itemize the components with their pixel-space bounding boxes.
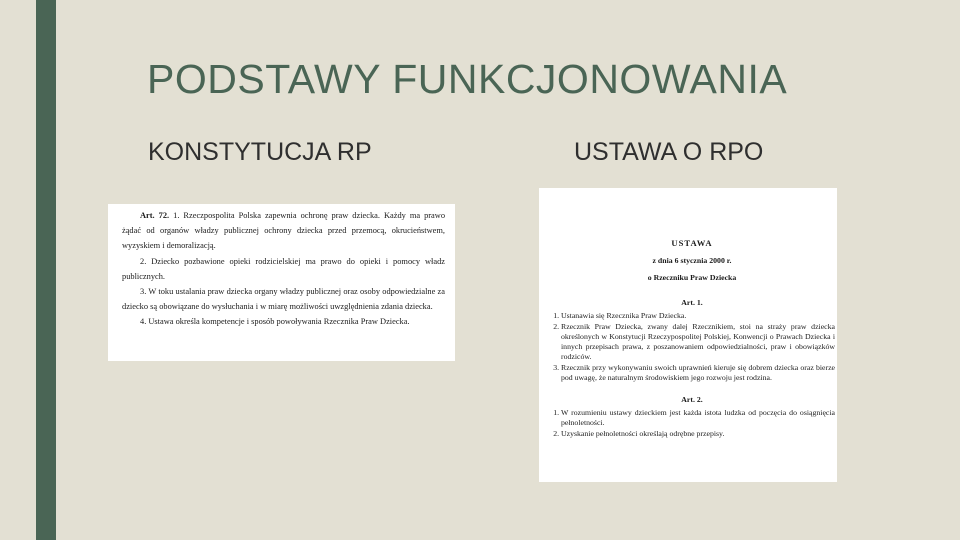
slide-title: PODSTAWY FUNKCJONOWANIA xyxy=(147,56,788,102)
constitution-paragraph-4: 4. Ustawa określa kompetencje i sposób powoływania Rzecznika Praw Dziecka. xyxy=(140,317,410,327)
article-1-label: Art. 1. xyxy=(681,298,703,307)
paragraph-text: 1. Rzeczpospolita Polska zapewnia ochronę praw dziecka. Każdy ma prawo żądać od organów władzy publicznej ochrony dziecka przed przemocą, okrucieństwem, wyzyskiem i demoralizacją. xyxy=(122,211,446,251)
constitution-paragraph-1 xyxy=(122,208,445,254)
constitution-excerpt-image xyxy=(108,204,455,361)
article-1-item: 2. Rzecznik Praw Dziecka, zwany dalej Rzecznikiem, stoi na straży praw dziecka określonych w Konstytucji Rzeczypospolitej Polskiej, Konwencji o Prawach Dziecka i innych przepisach prawa, z poszanowaniem odpowiedzialności, praw i obowiązków rodziców. xyxy=(561,322,835,362)
act-subject: o Rzeczniku Praw Dziecka xyxy=(647,273,737,282)
article-2-list xyxy=(549,408,835,439)
article-2-label: Art. 2. xyxy=(681,395,703,404)
act-heading: USTAWA O RPO xyxy=(574,138,764,166)
article-2-item: 1. W rozumieniu ustawy dzieckiem jest każda istota ludzka od poczęcia do osiągnięcia pełnoletności. xyxy=(561,408,835,428)
accent-side-bar xyxy=(36,0,56,540)
article-1-item: 1. Ustanawia się Rzecznika Praw Dziecka. xyxy=(561,311,835,321)
article-2-item: 2. Uzyskanie pełnoletności określają odrębne przepisy. xyxy=(561,429,835,439)
act-date: z dnia 6 stycznia 2000 r. xyxy=(652,256,732,265)
act-excerpt-image xyxy=(539,188,837,482)
constitution-paragraph-3: 3. W toku ustalania praw dziecka organy władzy publicznej oraz osoby odpowiedzialne za dziecko są obowiązane do wysłuchania i w miarę możliwości uwzględnienia zdania dziecka. xyxy=(122,287,445,312)
article-1-item: 3. Rzecznik przy wykonywaniu swoich uprawnień kieruje się dobrem dziecka oraz bierze pod uwagę, że naturalnym środowiskiem jego rozwoju jest rodzina. xyxy=(561,363,835,383)
constitution-paragraph-2: 2. Dziecko pozbawione opieki rodzicielskiej ma prawo do opieki i pomocy władz publicznych. xyxy=(122,256,445,281)
act-title: USTAWA xyxy=(671,238,713,248)
article-1-list xyxy=(549,311,835,383)
article-label: Art. 72. xyxy=(140,211,170,220)
constitution-heading: KONSTYTUCJA RP xyxy=(148,138,372,166)
